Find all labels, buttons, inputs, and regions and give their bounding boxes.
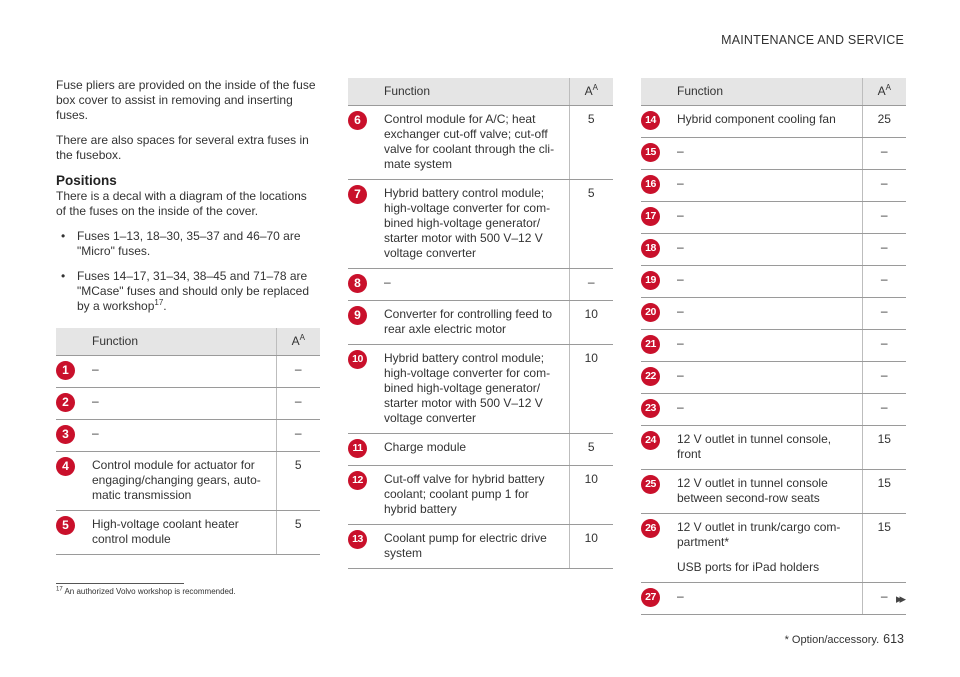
fuse-amperage-cell: 5 (276, 451, 320, 510)
positions-text: There is a decal with a diagram of the locations of the fuses on the inside of the cover. (56, 189, 307, 218)
fuse-number-badge: 9 (348, 306, 367, 325)
fuse-amperage-cell: 10 (569, 300, 613, 344)
table-row (641, 105, 906, 137)
fuse-number-badge: 14 (641, 111, 660, 130)
table-header-row (56, 328, 320, 355)
fuse-amperage-cell: – (276, 419, 320, 451)
table-row (641, 361, 906, 393)
table-header-row (641, 78, 906, 105)
fuse-function-cell (671, 201, 862, 233)
fuse-function-cell (378, 465, 569, 524)
fuse-table (56, 328, 320, 555)
header-number-cell (348, 78, 378, 105)
table-row (56, 510, 320, 554)
bullet-item-mcase-fuses: • Fuses 14–17, 31–34, 38–45 and 71–78 are "MCase" fuses and should only be replaced by a workshop$^{17}$. (56, 269, 320, 314)
fuse-amperage-cell: 5 (569, 179, 613, 268)
column-middle (348, 78, 613, 569)
fuse-function-text: 12 V outlet in tunnel console between second-row seats (677, 475, 828, 505)
fuse-amperage-cell: 5 (569, 433, 613, 465)
fuse-number-cell (641, 425, 671, 469)
table-row (641, 329, 906, 361)
fuse-number-cell (641, 265, 671, 297)
table-header-row (348, 78, 613, 105)
table-row (348, 179, 613, 268)
fuse-number-badge: 16 (641, 175, 660, 194)
fuse-function-cell (671, 329, 862, 361)
fuse-number-badge: 5 (56, 516, 75, 535)
fuse-number-cell (641, 469, 671, 513)
header-amperage: $A^A$ (276, 328, 320, 355)
fuse-function-cell (86, 387, 276, 419)
fuse-number-badge: 1 (56, 361, 75, 380)
header-number-cell (641, 78, 671, 105)
header-number-cell (56, 328, 86, 355)
table-row (641, 169, 906, 201)
table-row (56, 387, 320, 419)
fuse-number-cell (641, 137, 671, 169)
fuse-table (348, 78, 613, 569)
table-row (348, 268, 613, 300)
fuse-function-cell (671, 105, 862, 137)
fuse-amperage-cell: – (862, 361, 906, 393)
fuse-function-cell (671, 233, 862, 265)
fuse-function-text: – (677, 335, 684, 350)
fuse-function-text: – (677, 271, 684, 286)
fuse-amperage-cell: – (862, 393, 906, 425)
fuse-amperage-cell: – (862, 233, 906, 265)
header-amperage: $A^A$ (862, 78, 906, 105)
table-row (56, 451, 320, 510)
fuse-number-cell (641, 393, 671, 425)
table-row (641, 393, 906, 425)
header-function: Function (378, 78, 569, 105)
fuse-function-text: Hybrid battery control module; high-voltage converter for com-bined high-voltage generator/ starter motor with 500 V–12 V voltage converter (384, 185, 551, 260)
fuse-amperage-cell: 15 (862, 513, 906, 582)
fuse-number-badge: 24 (641, 431, 660, 450)
fuse-number-cell (56, 510, 86, 554)
fuse-number-cell (348, 300, 378, 344)
fuse-number-cell (56, 387, 86, 419)
fuse-function-text: 12 V outlet in trunk/cargo com-partment* (677, 519, 841, 549)
fuse-function-text: – (677, 143, 684, 158)
positions-heading: Positions (56, 173, 117, 188)
table-row (641, 137, 906, 169)
fuse-function-cell (378, 344, 569, 433)
table-row (348, 465, 613, 524)
fuse-function-text: 12 V outlet in tunnel console, front (677, 431, 832, 461)
fuse-function-text: High-voltage coolant heater control module (92, 516, 239, 546)
fuse-function-text: Cut-off valve for hybrid battery coolant; coolant pump 1 for hybrid battery (384, 471, 545, 516)
option-accessory-note: * Option/accessory. (784, 634, 880, 646)
fuse-number-cell (348, 179, 378, 268)
fuse-function-text: – (677, 399, 684, 414)
fuse-function-cell (671, 169, 862, 201)
fuse-amperage-cell: – (862, 169, 906, 201)
table-row (348, 105, 613, 179)
fuse-function-text: Converter for controlling feed to rear axle electric motor (384, 306, 553, 336)
fuse-number-cell (641, 513, 671, 582)
fuse-amperage-cell: – (862, 297, 906, 329)
fuse-function-cell (378, 524, 569, 568)
fuse-function-cell (86, 419, 276, 451)
fuse-function-text: – (677, 175, 684, 190)
fuse-amperage-cell: 10 (569, 344, 613, 433)
fuse-amperage-cell: – (862, 137, 906, 169)
fuse-number-badge: 7 (348, 185, 367, 204)
fuse-number-badge: 26 (641, 519, 660, 538)
fuse-function-text: – (677, 367, 684, 382)
fuse-amperage-cell: – (569, 268, 613, 300)
table-row (641, 469, 906, 513)
fuse-number-badge: 21 (641, 335, 660, 354)
fuse-function-cell (86, 510, 276, 554)
fuse-function-cell (671, 361, 862, 393)
fuse-function-text: Charge module (384, 439, 467, 454)
table-row (641, 201, 906, 233)
fuse-amperage-cell: 15 (862, 469, 906, 513)
fuse-number-cell (56, 419, 86, 451)
fuse-function-cell (378, 433, 569, 465)
fuse-function-text: Coolant pump for electric drive system (384, 530, 547, 560)
fuse-number-cell (641, 169, 671, 201)
positions-bullet-list (56, 229, 320, 314)
table-row (348, 433, 613, 465)
page-footer (785, 632, 904, 646)
fuse-number-badge: 25 (641, 475, 660, 494)
fuse-function-text: Control module for actuator for engaging/changing gears, auto-matic transmission (92, 457, 261, 502)
fuse-table (641, 78, 906, 615)
fuse-number-cell (348, 268, 378, 300)
fuse-function-text: – (677, 207, 684, 222)
fuse-amperage-cell: – (862, 329, 906, 361)
fuse-number-badge: 8 (348, 274, 367, 293)
fuse-number-badge: 18 (641, 239, 660, 258)
fuse-amperage-cell: 25 (862, 105, 906, 137)
fuse-function-cell (671, 297, 862, 329)
table-row (641, 513, 906, 582)
fuse-function-cell (671, 265, 862, 297)
bullet-item-micro-fuses: • Fuses 1–13, 18–30, 35–37 and 46–70 are "Micro" fuses. (56, 229, 320, 259)
fuse-number-badge: 17 (641, 207, 660, 226)
table-row (641, 233, 906, 265)
fuse-function-text: – (92, 425, 99, 440)
fuse-amperage-cell: 10 (569, 524, 613, 568)
fuse-function-text: Hybrid component cooling fan (677, 111, 836, 126)
fuse-amperage-cell: 5 (276, 510, 320, 554)
fuse-number-badge: 19 (641, 271, 660, 290)
page-number: 613 (883, 632, 904, 646)
next-page-arrows-icon: ▸▸ (895, 591, 903, 606)
fuse-amperage-cell: – (862, 582, 906, 614)
table-row (348, 300, 613, 344)
fuse-number-badge: 20 (641, 303, 660, 322)
fuse-function-text: – (92, 361, 99, 376)
fuse-number-badge: 27 (641, 588, 660, 607)
header-function: Function (671, 78, 862, 105)
fuse-number-badge: 6 (348, 111, 367, 130)
fuse-function-text: – (92, 393, 99, 408)
fuse-number-badge: 4 (56, 457, 75, 476)
fuse-function-cell (378, 300, 569, 344)
fuse-number-cell (641, 233, 671, 265)
fuse-function-cell (671, 513, 862, 582)
fuse-function-cell (671, 469, 862, 513)
table-row (641, 425, 906, 469)
table-row (56, 419, 320, 451)
fuse-function-text: – (677, 588, 684, 603)
fuse-function-cell (671, 582, 862, 614)
fuse-function-cell (671, 137, 862, 169)
fuse-number-cell (348, 105, 378, 179)
fuse-function-text: – (677, 303, 684, 318)
footnote: $^{17}$ An authorized Volvo workshop is recommended. (56, 586, 236, 596)
fuse-number-cell (641, 329, 671, 361)
intro-paragraph-2: There are also spaces for several extra fuses in the fusebox. (56, 133, 309, 162)
fuse-function-cell (378, 179, 569, 268)
fuse-amperage-cell: – (862, 265, 906, 297)
fuse-function-text: Control module for A/C; heat exchanger cut-off valve; cut-off valve for coolant through the cli-mate system (384, 111, 555, 171)
fuse-amperage-cell: 15 (862, 425, 906, 469)
fuse-number-cell (348, 465, 378, 524)
fuse-number-cell (348, 344, 378, 433)
fuse-function-text: USB ports for iPad holders (677, 559, 820, 574)
fuse-function-cell (671, 425, 862, 469)
table-row (348, 344, 613, 433)
table-row (56, 355, 320, 387)
column-right (641, 78, 906, 615)
fuse-number-badge: 23 (641, 399, 660, 418)
header-function: Function (86, 328, 276, 355)
fuse-number-badge: 3 (56, 425, 75, 444)
fuse-number-cell (641, 582, 671, 614)
fuse-number-badge: 2 (56, 393, 75, 412)
fuse-number-badge: 10 (348, 350, 367, 369)
fuse-amperage-cell: 5 (569, 105, 613, 179)
fuse-function-cell (378, 268, 569, 300)
fuse-number-cell (56, 451, 86, 510)
table-row (348, 524, 613, 568)
fuse-number-cell (641, 105, 671, 137)
fuse-function-text: Hybrid battery control module; high-voltage converter for com-bined high-voltage generator/ starter motor with 500 V–12 V voltage converter (384, 350, 551, 425)
fuse-number-badge: 11 (348, 439, 367, 458)
table-row (641, 582, 906, 614)
column-left (56, 78, 320, 555)
fuse-function-cell (86, 355, 276, 387)
fuse-number-cell (56, 355, 86, 387)
fuse-function-cell (86, 451, 276, 510)
fuse-number-cell (348, 433, 378, 465)
fuse-function-cell (671, 393, 862, 425)
fuse-amperage-cell: 10 (569, 465, 613, 524)
fuse-function-text: – (384, 274, 391, 289)
footnote-divider (56, 583, 184, 584)
table-row (641, 297, 906, 329)
fuse-number-cell (641, 361, 671, 393)
fuse-amperage-cell: – (276, 355, 320, 387)
fuse-function-cell (378, 105, 569, 179)
footnote-ref: 17 (154, 298, 164, 307)
intro-paragraph-1: Fuse pliers are provided on the inside of the fuse box cover to assist in removing and inserting fuses. (56, 78, 316, 122)
fuse-number-badge: 15 (641, 143, 660, 162)
fuse-number-badge: 13 (348, 530, 367, 549)
fuse-number-badge: 22 (641, 367, 660, 386)
fuse-function-text: – (677, 239, 684, 254)
fuse-number-cell (641, 201, 671, 233)
section-title: MAINTENANCE AND SERVICE (721, 33, 904, 47)
fuse-amperage-cell: – (862, 201, 906, 233)
fuse-number-badge: 12 (348, 471, 367, 490)
fuse-amperage-cell: – (276, 387, 320, 419)
table-row (641, 265, 906, 297)
header-amperage: $A^A$ (569, 78, 613, 105)
fuse-number-cell (641, 297, 671, 329)
fuse-number-cell (348, 524, 378, 568)
